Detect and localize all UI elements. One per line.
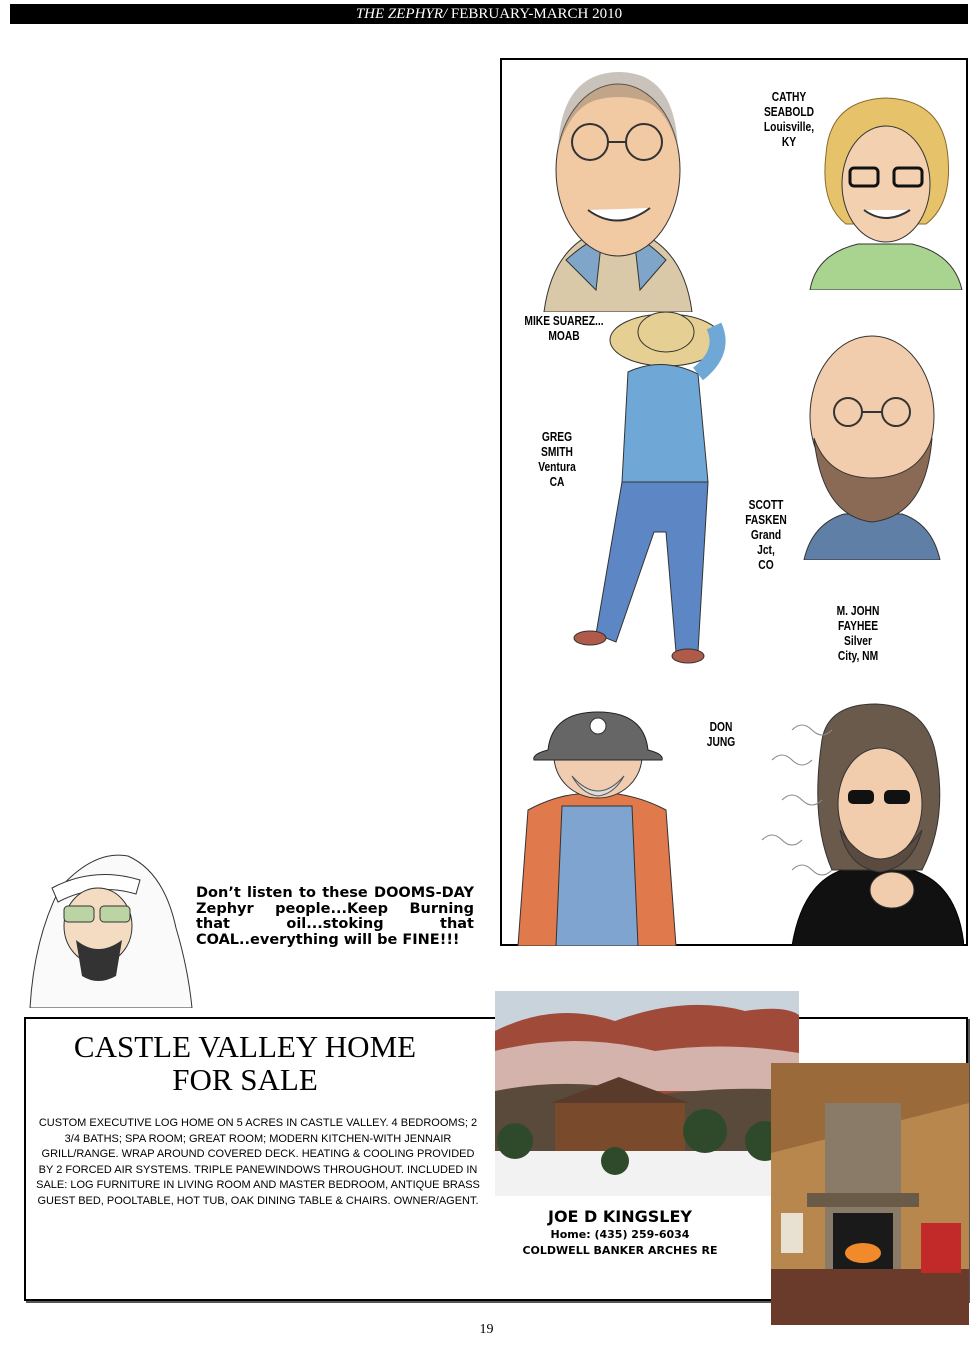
publication-name: THE ZEPHYR/ bbox=[355, 6, 448, 22]
don-jung-figure bbox=[514, 710, 680, 946]
john-fayhee-label: M. JOHN FAYHEE Silver City, NM bbox=[836, 604, 880, 663]
mike-suarez-label: MIKE SUAREZ... MOAB bbox=[524, 314, 604, 343]
cathy-seabold-portrait bbox=[806, 94, 964, 290]
ad-title-line1: CASTLE VALLEY HOME bbox=[73, 1029, 417, 1064]
page-number: 19 bbox=[479, 1322, 494, 1337]
scott-fasken-label: SCOTT FASKEN Grand Jct, CO bbox=[745, 498, 787, 572]
ad-description: CUSTOM EXECUTIVE LOG HOME ON 5 ACRES IN CASTLE VALLEY. 4 BEDROOMS; 2 3/4 BATHS; SPA ROOM; GREAT ROOM; MODERN KITCHEN-WITH JENNAIR GRILL/RANGE. WRAP AROUND COVERED DECK. HEATING & COOLING PROVIDED BY 2 FORCED AIR SYSTEMS. TRIPLE PANEWINDOWS THROUGHOUT. INCLUDED IN SALE: LOG FURNITURE IN LIVING ROOM AND MASTER BEDROOM, ANTIQUE BRASS GUEST BED, POOLTABLE, HOT TUB, OAK DINING TABLE & CHAIRS. OWNER/AGENT. bbox=[36, 1117, 480, 1207]
ad-title-line2: FOR SALE bbox=[172, 1062, 318, 1097]
fireplace-interior-photo bbox=[771, 1063, 969, 1325]
sheikh-caricature bbox=[24, 848, 196, 1008]
agent-phone: Home: (435) 259-6034 bbox=[550, 1228, 690, 1241]
greg-smith-label: GREG SMITH Ventura CA bbox=[538, 430, 576, 489]
greg-smith-figure bbox=[558, 312, 738, 672]
caricature-panel bbox=[500, 58, 968, 946]
agent-name: JOE D KINGSLEY bbox=[547, 1207, 692, 1226]
issue-date: FEBRUARY-MARCH 2010 bbox=[447, 6, 623, 22]
john-fayhee-figure bbox=[752, 700, 964, 946]
page-header bbox=[10, 4, 968, 24]
agent-company: COLDWELL BANKER ARCHES RE bbox=[522, 1244, 718, 1257]
ad-title bbox=[40, 1030, 450, 1096]
castle-valley-home-photo bbox=[495, 991, 799, 1196]
mike-suarez-portrait bbox=[526, 60, 706, 312]
don-jung-label: DON JUNG bbox=[706, 720, 736, 749]
sheikh-quote: Don’t listen to these DOOMS-DAY Zephyr people...Keep Burning that oil...stoking that COAL..everything will be FINE!!! bbox=[196, 885, 474, 948]
scott-fasken-portrait bbox=[798, 328, 942, 560]
cathy-seabold-label: CATHY SEABOLD Louisville, KY bbox=[763, 90, 815, 149]
